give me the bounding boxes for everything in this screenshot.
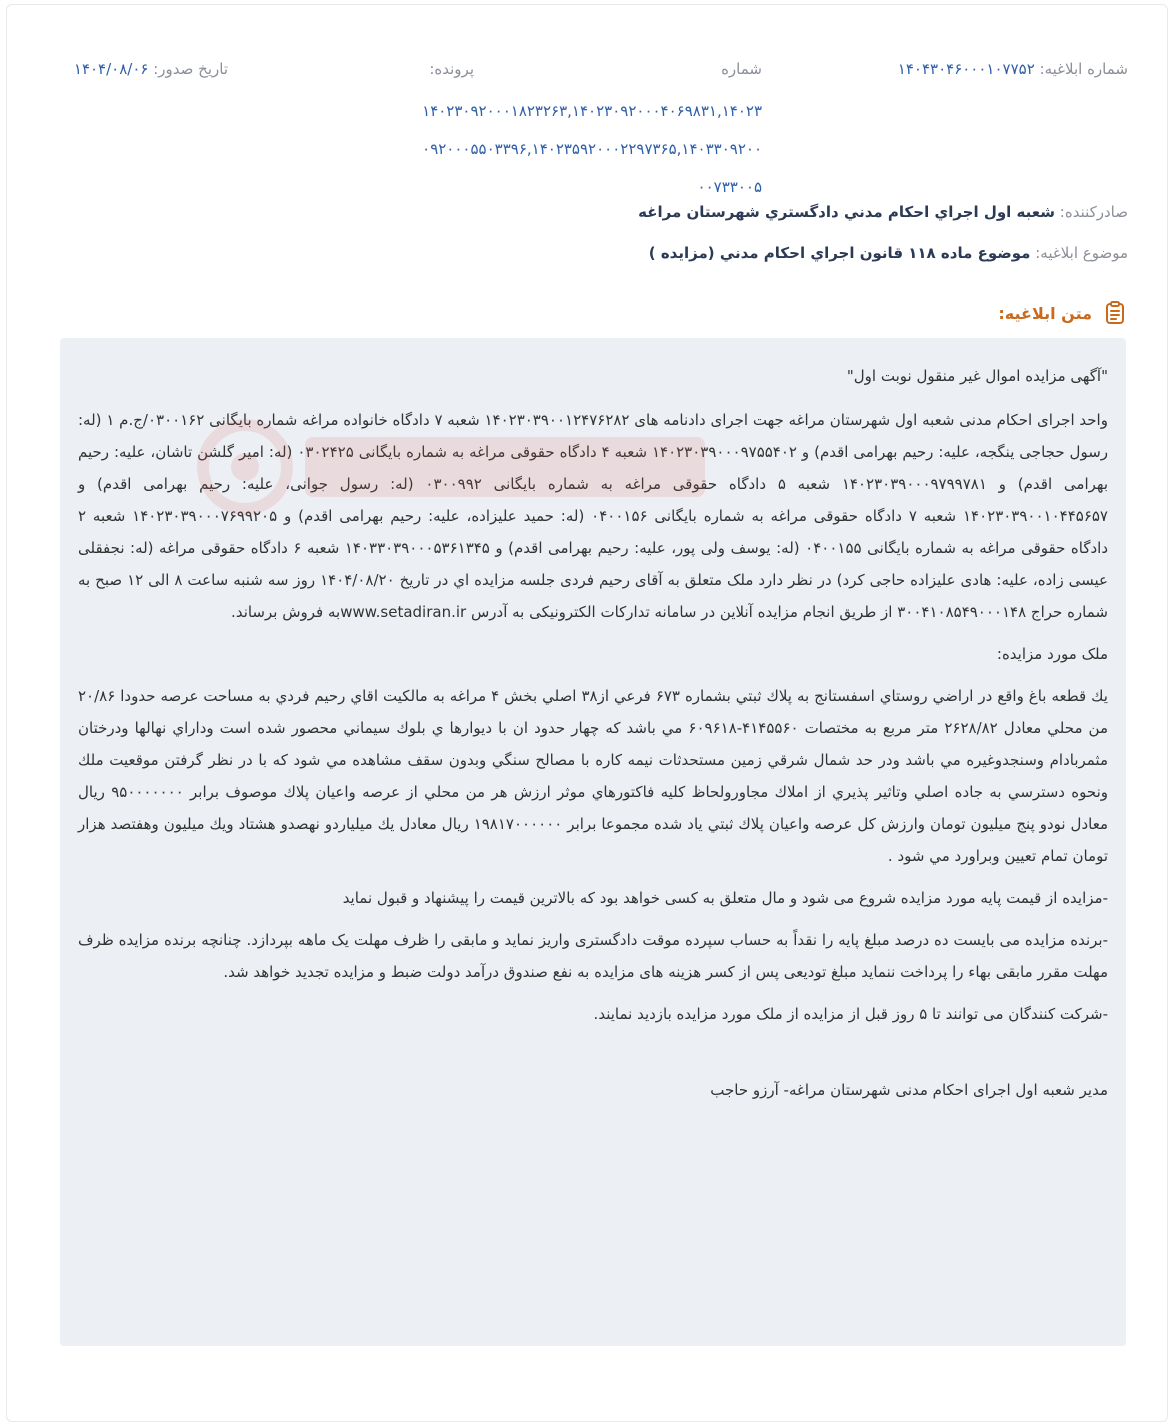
issuer-row — [638, 201, 1128, 223]
issue-date-label: تاریخ صدور: — [153, 60, 228, 78]
subject-label: موضوع ابلاغیه: — [1035, 244, 1128, 262]
auction-intro-paragraph: واحد اجرای احکام مدنی شعبه اول شهرستان مراغه جهت اجرای دادنامه های ۱۴۰۲۳۰۳۹۰۰۱۲۴۷۶۲۸۲ شعبه ۷ دادگاه خانواده مراغه شماره بایگانی ۰۳۰۰۱۶۲/ج.م ۱ (له: رسول حجاجی ینگجه، علیه: رحیم بهرامی اقدم) و ۱۴۰۲۳۰۳۹۰۰۰۹۷۵۵۴۰۲ شعبه ۴ دادگاه حقوقی مراغه به شماره بایگانی ۰۳۰۲۴۲۵ (له: امیر گلشن تاشان، علیه: رحیم بهرامی اقدم) و ۱۴۰۲۳۰۳۹۰۰۰۹۷۹۹۷۸۱ شعبه ۵ دادگاه حقوقی مراغه به شماره بایگانی ۰۳۰۰۹۹۲ (له: رسول جوانی، علیه: رحیم بهرامی اقدم) و ۱۴۰۲۳۰۳۹۰۰۱۰۴۴۵۶۵۷ شعبه ۷ دادگاه حقوقی مراغه به شماره بایگانی ۰۴۰۰۱۵۶ (له: حمید علیزاده، علیه: رحیم بهرامی اقدم) و ۱۴۰۲۳۰۳۹۰۰۰۷۶۹۹۲۰۵ شعبه ۲ دادگاه حقوقی مراغه به شماره بایگانی ۰۴۰۰۱۵۵ (له: یوسف ولی پور، علیه: رحیم بهرامی اقدم) و ۱۴۰۳۳۰۳۹۰۰۰۵۳۶۱۳۴۵ شعبه ۶ دادگاه حقوقی مراغه (له: نجفقلی عیسی زاده، علیه: هادی علیزاده حاجی کرد) در نظر دارد ملک متعلق به آقای رحیم فردی جلسه مزايده اي در تاریخ ۱۴۰۴/۰۸/۲۰ روز سه شنبه ساعت ۸ الی ۱۲ صبح به شماره حراج ۳۰۰۴۱۰۸۵۴۹۰۰۰۱۴۸ از طریق انجام مزایده آنلاین در سامانه تدارکات الکترونیکی به آدرس www.setadiran.irبه فروش برساند. — [78, 411, 1109, 621]
number-label: شماره — [721, 60, 762, 78]
notice-text-heading — [998, 300, 1128, 326]
issue-date-row — [74, 58, 228, 80]
number-label-row — [721, 58, 762, 80]
property-description: يك قطعه باغ واقع در اراضي روستاي اسفستانج به پلاك ثبتي بشماره ۶۷۳ فرعي از۳۸ اصلي بخش ۴ مراغه به مالكيت اقاي رحيم فردي به مساحت عرصه حدودا ۲۰/۸۶ من محلي معادل ۲۶۲۸/۸۲ متر مربع به مختصات ۴۱۴۵۵۶۰-۶۰۹۶۱۸ مي باشد كه چهار حدود ان با ديوارها ي بلوك سيماني محصور شده است وداراي نهالها ودرختان مثمربادام وسنجدوغيره مي باشد ودر حد شمال شرقي زمين مستحدثات نيمه كاره با مصالح سنگي وبدون سقف مشاهده مي شود كه با در نظر گرفتن موقعيت ملك ونحوه دسترسي به جاده اصلي وتاثير پذيري از املاك مجاورولحاظ كليه فاكتورهاي موثر ارزش هر من محلي از عرصه واعيان پلاك موصوف برابر ۹۵۰۰۰۰۰۰۰ ريال معادل نودو پنج ميليون تومان وارزش كل عرصه واعيان پلاك ثبتي ياد شده مجموعا برابر ۱۹۸۱۷۰۰۰۰۰۰ ريال معادل يك ميلياردو نهصدو هشتاد ويك ميليون وهفتصد هزار تومان تمام تعيين وبراورد مي شود . — [78, 687, 1109, 865]
subject-value: موضوع ماده ۱۱۸ قانون اجراي احكام مدني (مزايده ) — [648, 244, 1031, 262]
notice-number-row — [898, 58, 1128, 80]
notice-text-heading-label: متن ابلاغیه: — [998, 303, 1092, 323]
rule-visit: -شرکت کنندگان می توانند تا ۵ روز قبل از مزایده از ملک مورد مزایده بازدید نمایند. — [593, 1005, 1108, 1023]
property-heading: ملک مورد مزایده: — [996, 645, 1108, 663]
issuer-label: صادرکننده: — [1059, 203, 1128, 221]
file-label-row — [429, 58, 474, 80]
subject-row — [649, 242, 1128, 264]
rule-base-price: -مزایده از قیمت پایه مورد مزایده شروع می شود و مال متعلق به کسی خواهد بود که بالاترین قیمت را پیشنهاد و قبول نماید — [342, 889, 1108, 907]
document-icon — [1102, 300, 1128, 326]
auction-title: "آگهی مزایده اموال غیر منقول نوبت اول" — [846, 367, 1108, 385]
notice-number-value: ۱۴۰۴۳۰۴۶۰۰۰۱۰۷۷۵۲ — [897, 60, 1035, 78]
notice-number-label: شماره ابلاغیه: — [1039, 60, 1128, 78]
signature: مدیر شعبه اول اجرای احکام مدنی شهرستان مراغه- آرزو حاجب — [710, 1081, 1108, 1099]
file-label: پرونده: — [429, 60, 474, 78]
notice-body — [60, 338, 1126, 1346]
issue-date-value: ۱۴۰۴/۰۸/۰۶ — [73, 60, 149, 78]
file-numbers-list: ۱۴۰۲۳۰۹۲۰۰۰۱۸۲۳۲۶۳,۱۴۰۲۳۰۹۲۰۰۰۴۰۶۹۸۳۱,۱۴۰۲۳۰۹۲۰۰۰۵۵۰۳۳۹۶,۱۴۰۲۳۵۹۲۰۰۰۲۲۹۷۳۶۵,۱۴۰۳۳۰۹۲۰۰۰۰۷۳۳۰۰۵ — [422, 102, 762, 196]
issuer-value: شعبه اول اجراي احكام مدني دادگستري شهرستان مراغه — [638, 203, 1055, 221]
rule-payment: -برنده مزایده می بایست ده درصد مبلغ پایه را نقداً به حساب سپرده موقت دادگستری واریز نماید و مابقی را ظرف مهلت یک ماهه بپردازد. چنانچه برنده مزایده ظرف مهلت مقرر مابقی بهاء را پرداخت ننماید مبلغ تودیعی پس از کسر هزینه های مزایده به نفع صندوق درآمد دولت ضبط و مزایده تجدید خواهد شد. — [78, 931, 1108, 981]
